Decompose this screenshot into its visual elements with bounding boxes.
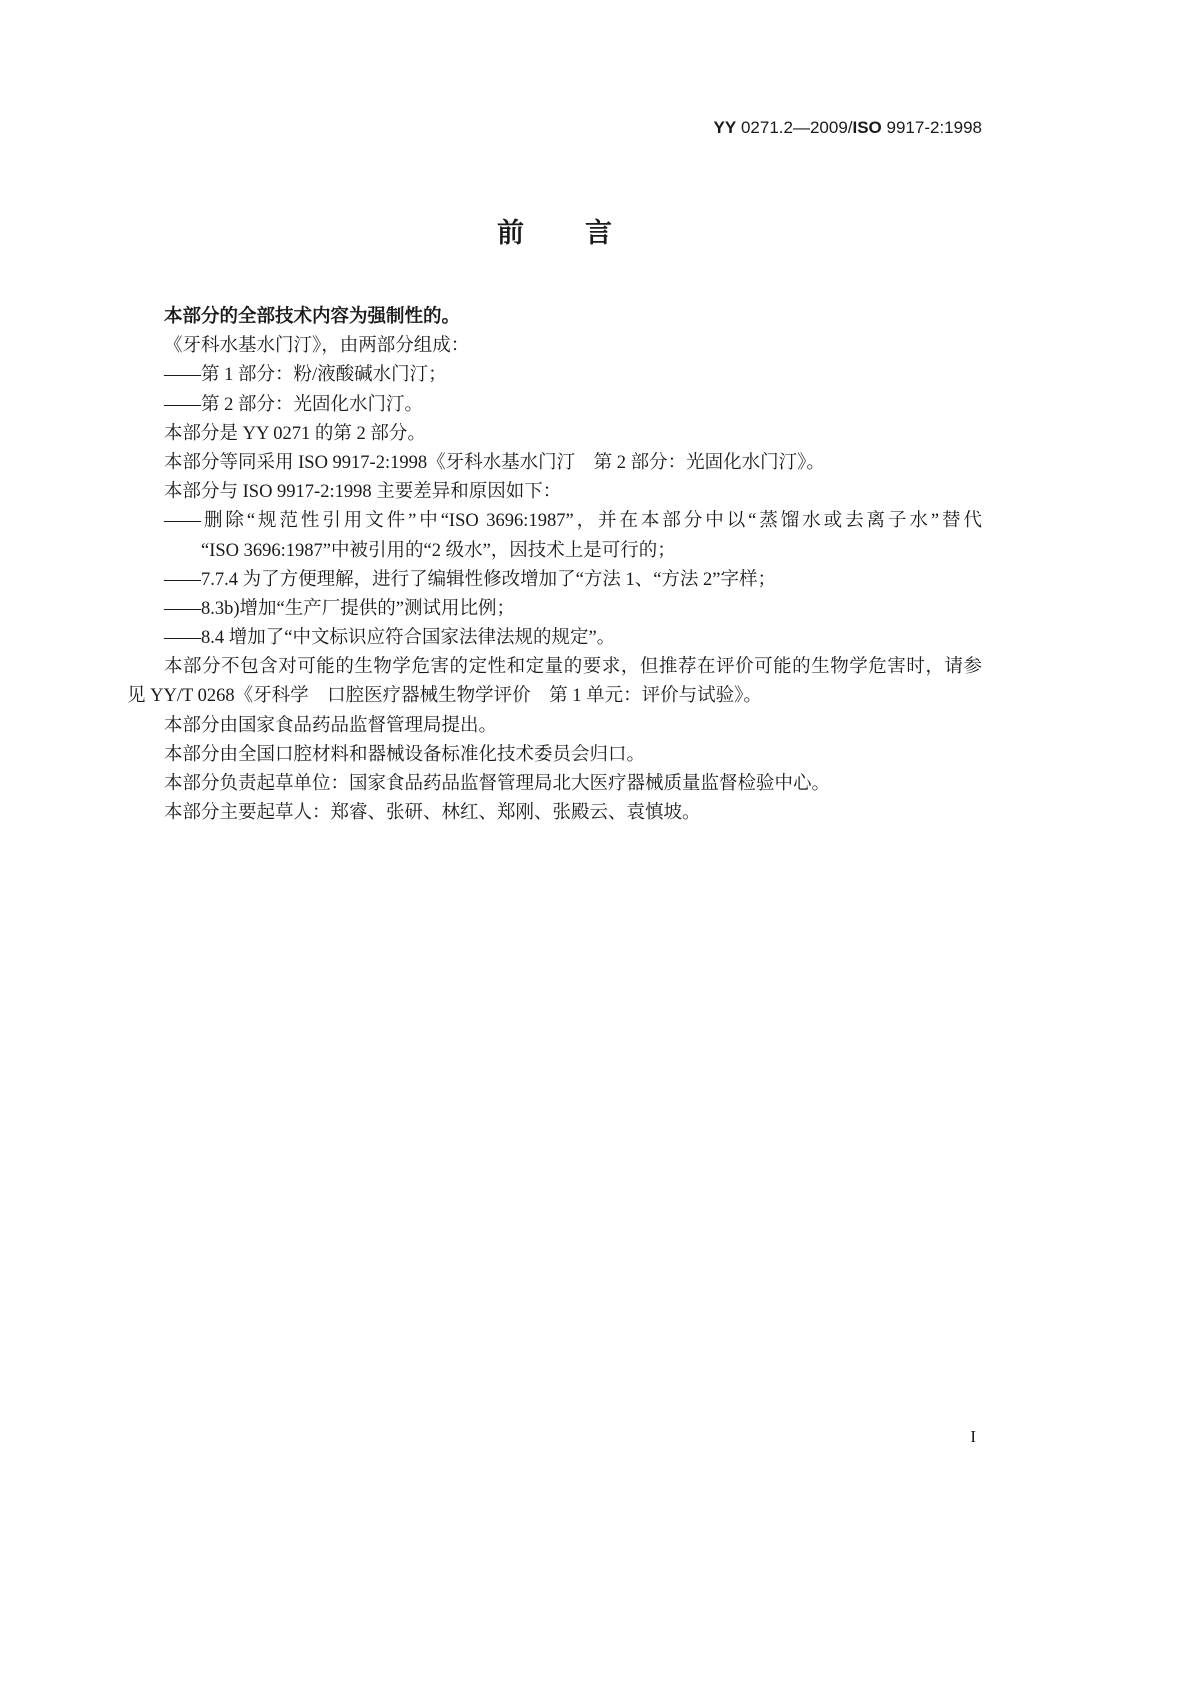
differences-intro: 本部分与 ISO 9917-2:1998 主要差异和原因如下： [164, 482, 562, 503]
drafters: 本部分主要起草人：郑睿、张研、林红、郑刚、张殿云、袁慎坡。 [164, 803, 701, 824]
page-number: I [970, 1427, 976, 1446]
difference-item-4: ——8.4 增加了“中文标识应符合国家法律法规的规定”。 [164, 628, 616, 649]
proposed-by: 本部分由国家食品药品监督管理局提出。 [164, 715, 498, 736]
difference-item-1: ——删除“规范性引用文件”中“ISO 3696:1987”，并在本部分中以“蒸馏水或去离子水”替代 [164, 511, 982, 532]
difference-item-1-continuation: “ISO 3696:1987”中被引用的“2 级水”，因技术上是可行的； [201, 540, 676, 561]
composition-part-1: ——第 1 部分：粉/液酸碱水门汀； [164, 365, 447, 386]
centralized-by: 本部分由全国口腔材料和器械设备标准化技术委员会归口。 [164, 744, 646, 765]
composition-intro: 《牙科水基水门汀》，由两部分组成： [164, 336, 470, 357]
difference-item-3: ——8.3b)增加“生产厂提供的”测试用比例； [164, 598, 515, 619]
drafting-unit: 本部分负责起草单位：国家食品药品监督管理局北大医疗器械质量监督检验中心。 [164, 774, 831, 794]
foreword-body [127, 303, 982, 828]
difference-item-2: ——7.7.4 为了方便理解，进行了编辑性修改增加了“方法 1、“方法 2”字样； [164, 569, 777, 590]
part-statement: 本部分是 YY 0271 的第 2 部分。 [164, 423, 426, 444]
biological-hazard-note-line-2: 见 YY/T 0268《牙科学 口腔医疗器械生物学评价 第 1 单元：评价与试验》。 [127, 686, 762, 707]
biological-hazard-note-line-1: 本部分不包含对可能的生物学危害的定性和定量的要求，但推荐在评价可能的生物学危害时，请参 [164, 657, 982, 678]
adoption-statement: 本部分等同采用 ISO 9917-2:1998《牙科水基水门汀 第 2 部分：光固化水门汀》。 [164, 452, 825, 473]
iso-prefix: ISO [852, 118, 882, 137]
page-title: 前 言 [497, 218, 629, 248]
standard-number: 0271.2—2009/ [736, 118, 853, 137]
standard-prefix: YY [713, 118, 737, 137]
composition-part-2: ——第 2 部分：光固化水门汀。 [164, 394, 424, 415]
mandatory-statement: 本部分的全部技术内容为强制性的。 [164, 307, 461, 327]
standard-code-header [714, 118, 982, 138]
iso-number: 9917-2:1998 [881, 118, 982, 137]
